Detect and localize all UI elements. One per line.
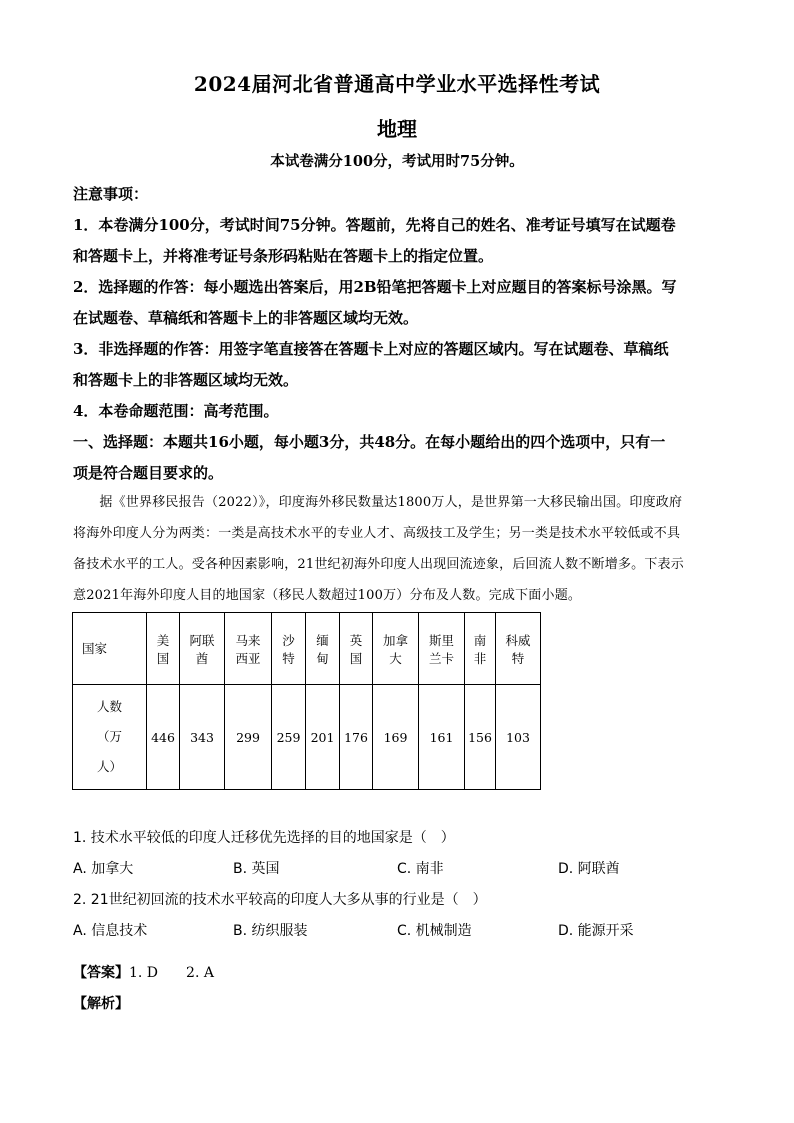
question-option[interactable]: A. 加拿大: [73, 861, 134, 877]
answer-item: 1. D: [129, 965, 159, 981]
question-stem: 2. 21世纪初回流的技术水平较高的印度人大多从事的行业是（ ）: [73, 892, 487, 908]
table-value-cell: 446: [147, 685, 180, 790]
analysis-line: [73, 995, 129, 1013]
subject-title: 地理: [377, 117, 417, 141]
table-value-cell: 259: [272, 685, 306, 790]
notes-line: 和答题卡上，并将准考证号条形码粘贴在答题卡上的指定位置。: [73, 247, 494, 265]
table-value-cell: 343: [180, 685, 225, 790]
notes-line: 1．本卷满分100分，考试时间75分钟。答题前，先将自己的姓名、准考证号填写在试题卷: [73, 216, 676, 234]
question-option[interactable]: D. 能源开采: [558, 923, 634, 939]
notes-line: 和答题卡上的非答题区域均无效。: [73, 371, 299, 389]
answer-item: 2. A: [186, 965, 214, 981]
table-row-label: 人数 （万 人）: [73, 685, 147, 790]
question-option[interactable]: B. 纺织服装: [233, 923, 308, 939]
question-option[interactable]: C. 南非: [397, 861, 444, 877]
table-header-row: [73, 613, 541, 685]
table-header-cell: 阿联 酋: [180, 613, 225, 685]
answer-line: [73, 964, 214, 982]
table-data-row: [73, 685, 541, 790]
table-value-cell: 103: [496, 685, 541, 790]
table-header-cell: 沙 特: [272, 613, 306, 685]
question-option[interactable]: D. 阿联酋: [558, 861, 620, 877]
table-value-cell: 176: [340, 685, 373, 790]
table-header-cell: 南 非: [465, 613, 496, 685]
table-header-cell: 英 国: [340, 613, 373, 685]
notes-line: 4．本卷命题范围：高考范围。: [73, 402, 279, 420]
table-header-cell: 马来 西亚: [225, 613, 272, 685]
passage-line: 备技术水平的工人。受各种因素影响，21世纪初海外印度人出现回流迹象，后回流人数不断增多。下表示: [73, 557, 684, 572]
table-header-cell: 加拿 大: [373, 613, 419, 685]
table-header-cell: 缅 甸: [306, 613, 340, 685]
table-value-cell: 299: [225, 685, 272, 790]
notes-line: 3．非选择题的作答：用签字笔直接答在答题卡上对应的答题区域内。写在试题卷、草稿纸: [73, 340, 669, 358]
passage-line: 意2021年海外印度人目的地国家（移民人数超过100万）分布及人数。完成下面小题。: [73, 588, 582, 603]
question-option[interactable]: C. 机械制造: [397, 923, 472, 939]
table-value-cell: 201: [306, 685, 340, 790]
question-option[interactable]: B. 英国: [233, 861, 280, 877]
notes-heading: 注意事项：: [73, 185, 149, 203]
table-header-cell: 科威 特: [496, 613, 541, 685]
passage-line: 将海外印度人分为两类：一类是高技术水平的专业人才、高级技工及学生；另一类是技术水平较低或不具: [73, 526, 681, 541]
analysis-label: 【解析】: [73, 996, 129, 1012]
exam-title: 2024届河北省普通高中学业水平选择性考试: [193, 72, 601, 96]
table-value-cell: 156: [465, 685, 496, 790]
answer-label: 【答案】: [73, 965, 129, 981]
notes-line: 2．选择题的作答：每小题选出答案后，用2B铅笔把答题卡上对应题目的答案标号涂黑。写: [73, 278, 677, 296]
table-value-cell: 161: [419, 685, 465, 790]
table-header-cell: 美 国: [147, 613, 180, 685]
question-stem: 1. 技术水平较低的印度人迁移优先选择的目的地国家是（ ）: [73, 830, 455, 846]
table-header-label: 国家: [73, 613, 147, 685]
passage-line: 据《世界移民报告（2022）》，印度海外移民数量达1800万人，是世界第一大移民输出国。印度政府: [73, 495, 683, 510]
migration-table: [72, 612, 541, 790]
notes-line: 在试题卷、草稿纸和答题卡上的非答题区域均无效。: [73, 309, 419, 327]
section-heading: 项是符合题目要求的。: [73, 464, 224, 482]
table-header-cell: 斯里 兰卡: [419, 613, 465, 685]
question-option[interactable]: A. 信息技术: [73, 923, 148, 939]
section-heading: 一、选择题：本题共16小题，每小题3分，共48分。在每小题给出的四个选项中，只有一: [73, 433, 666, 451]
table-value-cell: 169: [373, 685, 419, 790]
exam-info: 本试卷满分100分，考试用时75分钟。: [270, 153, 524, 170]
